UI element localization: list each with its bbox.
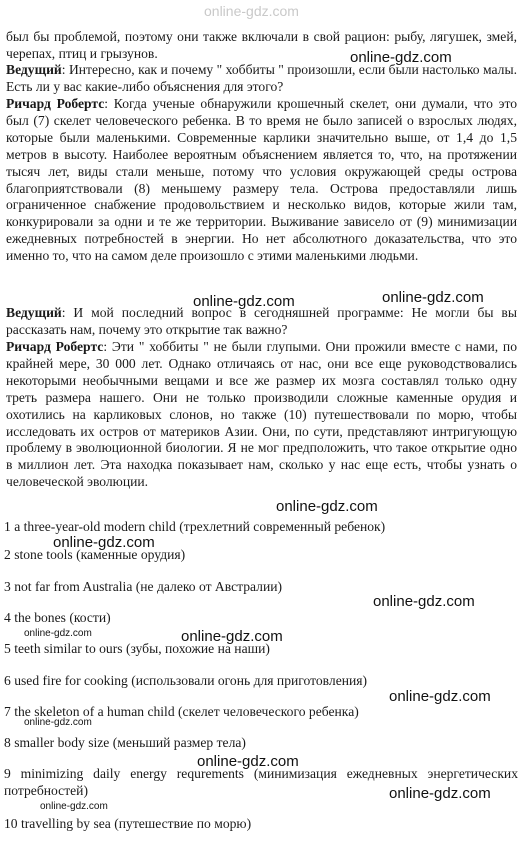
- answer-item: 6 used fire for cooking (использовали огонь для приготовления): [4, 673, 368, 688]
- watermark: online-gdz.com: [373, 593, 475, 610]
- answer-item: 5 teeth similar to ours (зубы, похожие на наши): [4, 641, 270, 656]
- answer-item: 1 a three-year-old modern child (трехлетний современный ребенок): [4, 519, 386, 534]
- speaker-name: Ричард Робертс: [6, 339, 104, 354]
- watermark: online-gdz.com: [40, 801, 108, 812]
- watermark: online-gdz.com: [193, 293, 295, 310]
- watermark: online-gdz.com: [382, 289, 484, 306]
- watermark: online-gdz.com: [389, 785, 491, 802]
- speaker-name: Ведущий: [6, 305, 62, 320]
- speech-text: : Когда ученые обнаружили крошечный скелет, они думали, что это был (7) скелет человеческого ребенка. В то время не было записей о взрослых людях, которые были маленькими. Современные карлики значительно выше, от 1,4 до 1,5 метров в высоту. Наиболее вероятным объяснением является то, что, на протяжении тысяч лет, виды стали меньше, потому что условия окружающей среды острова благоприятствовали (8) меньшему размеру тела. Острова предоставляли лишь ограниченное снабжение продовольствием и несколько видов, которые жили там, конкурировали за одни и те же территории. Выживание зависело от (9) минимизации ежедневных потребностей в энергии. Но нет абсолютного доказательства, что это именно то, что на самом деле произошло с этими маленькими людьми.: [6, 96, 517, 264]
- answer-item: 9 minimizing daily energy requrements (минимизация ежедневных энергетических потребностей): [4, 766, 518, 798]
- watermark: online-gdz.com: [389, 688, 491, 705]
- watermark: online-gdz.com: [350, 49, 452, 66]
- answer-item: 7 the skeleton of a human child (скелет человеческого ребенка): [4, 704, 359, 719]
- answer-item: 8 smaller body size (меньший размер тела): [4, 735, 246, 750]
- watermark: online-gdz.com: [181, 628, 283, 645]
- watermark: online-gdz.com: [53, 534, 155, 551]
- watermark: online-gdz.com: [276, 498, 378, 515]
- speaker-name: Ведущий: [6, 62, 62, 77]
- speaker-name: Ричард Робертс: [6, 96, 105, 111]
- answer-item: 4 the bones (кости): [4, 610, 111, 625]
- watermark: online-gdz.com: [197, 753, 299, 770]
- header-watermark: online-gdz.com: [204, 3, 299, 19]
- answer-item: 2 stone tools (каменные орудия): [4, 547, 186, 562]
- paragraph-1: был бы проблемой, поэтому они также включали в свой рацион: рыбу, лягушек, змей, черепах, птиц и грызунов.: [6, 29, 517, 61]
- answer-item: 10 travelling by sea (путешествие по морю): [4, 816, 252, 831]
- speech-text: : Интересно, как и почему " хоббиты " произошли, если были настолько малы. Есть ли у вас какие-либо объяснения для этого?: [6, 62, 517, 94]
- answer-item: 3 not far from Australia (не далеко от Австралии): [4, 579, 283, 594]
- watermark: online-gdz.com: [24, 628, 92, 639]
- answer-list: [4, 0, 518, 841]
- watermark: online-gdz.com: [24, 717, 92, 728]
- speech-text: : И мой последний вопрос в сегодняшней программе: Не могли бы вы рассказать нам, почему это открытие так важно?: [6, 305, 517, 337]
- speech-text: : Эти " хоббиты " не были глупыми. Они прожили вместе с нами, по крайней мере, 30 000 лет. Однако отличаясь от нас, они все еще руководствовались некоторыми необычными вещами и все же размер их мозга составлял только одну треть размера нашего. Они не только производили сложные каменные орудия и охотились на карликовых слонов, но также (10) путешествовали по морю, чтобы исследовать их остров от материков Азии. Они, по сути, представляют интригующую проблему в эволюционной биологии. Я не мог предположить, что такое открытие одно в миллион лет. Эта находка показывает нам, сколько у нас еще есть, чтобы узнать о человеческой эволюции.: [6, 339, 517, 490]
